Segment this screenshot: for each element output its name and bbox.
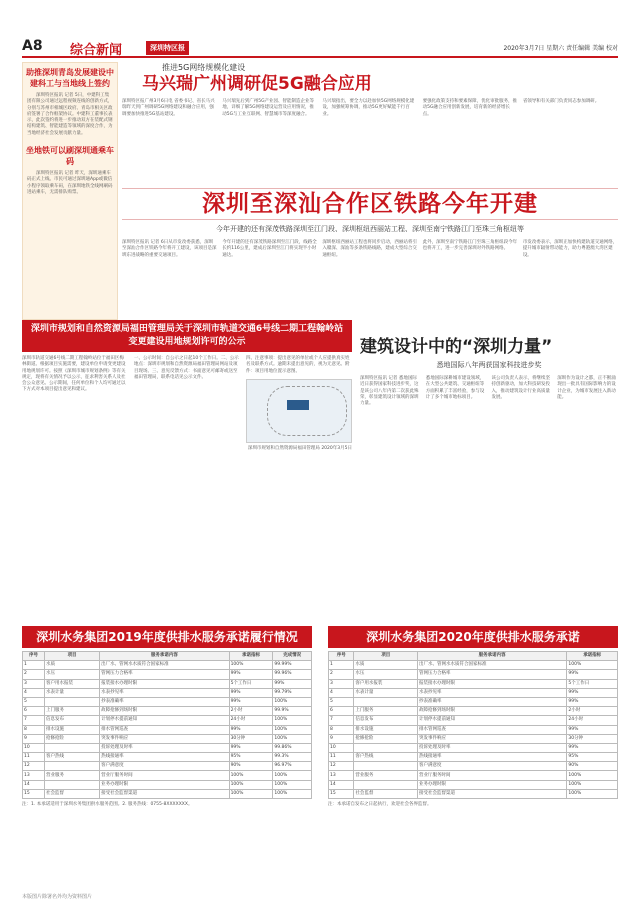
table-row: [23, 771, 312, 780]
table-header-cell: 承诺指标: [229, 652, 273, 661]
table-header-cell: 承诺指标: [567, 652, 618, 661]
table-row: [23, 670, 312, 679]
table-row: [23, 716, 312, 725]
table-cell: 100%: [273, 697, 312, 706]
table-cell: [354, 780, 418, 789]
table-cell: 100%: [229, 780, 273, 789]
table-row: [329, 697, 618, 706]
notice-col-mid: 一、公示时间：自公示之日起10个工作日。二、公示地点：深圳市规划和自然资源局福田管理局网站及项目现场。三、意见反馈方式：书面意见可邮寄或送至福田管理局，联系电话见公示文件。: [134, 356, 239, 380]
table-header-cell: 项目: [45, 652, 100, 661]
table2019-title: 深圳水务集团2019年度供排水服务承诺履行情况: [22, 626, 312, 648]
table-cell: 100%: [273, 725, 312, 734]
table-cell: 热线接通率: [417, 753, 566, 762]
table-cell: 30分钟: [567, 734, 618, 743]
table-cell: 4: [23, 688, 45, 697]
table-row: [23, 725, 312, 734]
table-cell: 9: [329, 734, 354, 743]
map-outline: [267, 386, 347, 436]
table-cell: [45, 743, 100, 752]
table-cell: 信息发布: [354, 716, 418, 725]
table-cell: 100%: [567, 789, 618, 798]
table-cell: 水压: [45, 670, 100, 679]
table-row: [329, 688, 618, 697]
table-cell: 客户满意度: [100, 762, 229, 771]
table-row: [329, 716, 618, 725]
table-cell: 上门服务: [354, 707, 418, 716]
table-cell: 99.96%: [273, 670, 312, 679]
table-cell: 水表计量: [45, 688, 100, 697]
table2020-title: 深圳水务集团2020年度供排水服务承诺: [328, 626, 618, 648]
section-title: 综合新闻: [70, 43, 123, 58]
table-cell: 客户热线: [354, 753, 418, 762]
table-cell: 99.79%: [273, 688, 312, 697]
water-2019-report: [22, 626, 312, 808]
table-cell: 营业厅服务时间: [100, 771, 229, 780]
brief1-body: 深圳特区报讯 记者 5日，中建科工集团有限公司通过远程视频连线的创新方式，分别与苏州市相城区政府、青岛市相关区政府签署了合作框架协议。中建科工董事长表示，此次签约将进一步推动双方在装配式钢结构建筑、智能建造等领域的深度合作，为当地经济社会发展贡献力量。: [27, 93, 113, 136]
table-cell: 社会监督: [45, 789, 100, 798]
table2020: [328, 651, 618, 799]
story-5g: [122, 62, 618, 118]
header-meta: 2020年3月7日 星期六 责任编辑 美编 校对: [503, 45, 618, 52]
table-cell: 水表抄见率: [417, 688, 566, 697]
table-cell: 100%: [229, 661, 273, 670]
table-cell: 99%: [273, 679, 312, 688]
table-cell: 11: [329, 753, 354, 762]
table-cell: 水质: [45, 661, 100, 670]
table-cell: 15: [23, 789, 45, 798]
story-design: [360, 336, 618, 407]
table-cell: 水表计量: [354, 688, 418, 697]
table-cell: 客户热线: [45, 753, 100, 762]
story1-para: 马兴瑞先后到广州5G产业园、智能制造企业等地，详细了解5G网络建设运营及应用情况，推动5G与工业互联网、智慧城市等深度融合。: [222, 99, 315, 117]
table-cell: 100%: [229, 771, 273, 780]
table-cell: 出厂水、管网水水质符合国家标准: [100, 661, 229, 670]
table-cell: 99%: [567, 697, 618, 706]
table2019: [22, 651, 312, 799]
notice-col-right: [246, 356, 352, 452]
table-row: [329, 661, 618, 670]
table-cell: 业务办理时限: [417, 780, 566, 789]
notice-title: 深圳市规划和自然资源局福田管理局关于深圳市轨道交通6号线二期工程翰岭站变更建设用地规划许可的公示: [22, 320, 352, 352]
table-cell: 100%: [273, 789, 312, 798]
table-cell: 社会监督: [354, 789, 418, 798]
table-cell: 6: [23, 707, 45, 716]
table-cell: 水表抄见率: [100, 688, 229, 697]
page-footer: 本版图片除署名外均为资料图片: [22, 894, 93, 900]
story1-para: 深圳特区报广州3月6日电 省委书记、省长马兴瑞昨天到广州调研5G网络建设和融合应用，强调要加快推进5G基站建设。: [122, 99, 215, 117]
table-row: [23, 780, 312, 789]
table-row: [329, 771, 618, 780]
table-cell: 7: [23, 716, 45, 725]
table-cell: 客户用水报装: [354, 679, 418, 688]
table-row: [23, 734, 312, 743]
table-cell: 管网压力合格率: [417, 670, 566, 679]
table-cell: 管网压力合格率: [100, 670, 229, 679]
story2-para: 此外，深圳至南宁铁路江门至珠三角枢纽段今年也将开工，进一步完善深圳对外铁路网络。: [422, 240, 518, 252]
table-cell: 14: [23, 780, 45, 789]
table-cell: 排水管网巡查: [100, 725, 229, 734]
table-cell: 99.99%: [273, 661, 312, 670]
table-cell: 3: [23, 679, 45, 688]
table-header-cell: 服务承诺内容: [100, 652, 229, 661]
table-cell: 8: [23, 725, 45, 734]
table-cell: 突发事件响应: [100, 734, 229, 743]
table-cell: 9: [23, 734, 45, 743]
table-cell: 99.86%: [273, 743, 312, 752]
table-cell: 6: [329, 707, 354, 716]
story1-title: 马兴瑞广州调研促5G融合应用: [142, 74, 372, 94]
planning-notice: [22, 320, 352, 452]
story4-subtitle: 悉地国际八年两获国家科技进步奖: [436, 361, 542, 369]
table-cell: 2小时: [229, 707, 273, 716]
table-cell: 排水设施: [354, 725, 418, 734]
table-cell: 出厂水、管网水水质符合国家标准: [417, 661, 566, 670]
story4-para: 该公司负责人表示，将继续坚持创新驱动，加大科技研发投入，推动建筑设计行业高质量发展。: [491, 376, 550, 400]
table-cell: 99%: [229, 697, 273, 706]
table-cell: 8: [329, 725, 354, 734]
table-cell: 排水设施: [45, 725, 100, 734]
table-cell: 30分钟: [229, 734, 273, 743]
table-cell: 100%: [273, 780, 312, 789]
notice-col-left: 深圳市轨道交通6号线二期工程翰岭站位于福田区梅林街道。根据项目实施需要，建设单位申请变更建设用地规划许可。按照《深圳市城市规划条例》等有关规定，现将有关情况予以公示，征求利害关系人及社会公众意见。公示期间，任何单位和个人均可通过以下方式对本项目提出意见和建议。: [22, 356, 126, 393]
brief1-title: 助推深圳青岛发展建设中建科工与当地线上签约: [26, 68, 114, 88]
table-row: [329, 789, 618, 798]
table-cell: 12: [23, 762, 45, 771]
table-cell: 99%: [229, 670, 273, 679]
table-cell: 2: [23, 670, 45, 679]
table-cell: 3: [329, 679, 354, 688]
table-row: [329, 734, 618, 743]
table-cell: 99%: [229, 725, 273, 734]
table-cell: 99.3%: [273, 753, 312, 762]
table-cell: 99%: [229, 688, 273, 697]
story2-para: 深圳特区报讯 记者 6日从市发改委获悉，深圳至深汕合作区铁路今年将开工建设，该项目是深圳东进战略的重要交通项目。: [122, 240, 217, 258]
table-cell: 5: [329, 697, 354, 706]
table-row: [23, 679, 312, 688]
table-cell: 抄表准确率: [100, 697, 229, 706]
brief2-body: 深圳特区报讯 记者 昨天，深圳通乘车码正式上线。市民可通过深圳通App或微信小程序领取乘车码，在深圳地铁全线网刷码进站乘车，无需排队购票。: [27, 171, 113, 195]
table-header-cell: 序号: [329, 652, 354, 661]
table-cell: 15: [329, 789, 354, 798]
table-row: [329, 670, 618, 679]
table-cell: 接受社会监督渠道: [100, 789, 229, 798]
story4-para: 深圳特区报讯 记者 悉地国际近日获得国家科技进步奖，这是该公司八年内第二次获此殊荣，彰显建筑设计领域的深圳力量。: [360, 376, 419, 407]
table-cell: [45, 697, 100, 706]
table-cell: 故障抢修到场时限: [100, 707, 229, 716]
table-row: [23, 697, 312, 706]
table-cell: 100%: [273, 734, 312, 743]
notice-right-text: 四、注意事项：提出意见的单位或个人应提供真实姓名及联系方式。逾期未提出意见的，视为无意见。附件：项目用地位置示意图。: [246, 356, 350, 374]
table-header-cell: 完成情况: [273, 652, 312, 661]
table2020-footnote: 注：本承诺自发布之日起执行，欢迎社会各界监督。: [328, 802, 432, 807]
table-cell: [354, 762, 418, 771]
table-cell: 业务办理时限: [100, 780, 229, 789]
table-cell: 计划停水提前通知: [417, 716, 566, 725]
table-row: [23, 661, 312, 670]
table-cell: 12: [329, 762, 354, 771]
table-row: [329, 743, 618, 752]
table-cell: 上门服务: [45, 707, 100, 716]
table-cell: 5个工作日: [567, 679, 618, 688]
table-row: [23, 753, 312, 762]
notice-signoff: 深圳市规划和自然资源局福田管理局 2020年3月5日: [247, 445, 352, 451]
water-2020-commitments: [328, 626, 618, 808]
table-row: [329, 762, 618, 771]
table-cell: 99%: [567, 725, 618, 734]
table-cell: 报装接水办理时限: [417, 679, 566, 688]
table-row: [329, 753, 618, 762]
table-row: [23, 789, 312, 798]
brief2-title: 坐地铁可以刷深圳通乘车码: [26, 146, 114, 167]
story4-para: 悉地国际深耕城市建设领域，在大型公共建筑、交通枢纽等方面积累了丰富经验，参与设计了多个城市地标项目。: [425, 376, 485, 400]
table-row: [23, 688, 312, 697]
table-cell: 2: [329, 670, 354, 679]
table-cell: 客户满意度: [417, 762, 566, 771]
table-cell: 5: [23, 697, 45, 706]
newspaper-logo: 深圳特区报: [146, 41, 189, 55]
site-location-map: [246, 379, 352, 443]
story1-kicker: 推进5G网络规模化建设: [162, 63, 246, 72]
table-cell: 100%: [229, 789, 273, 798]
page-number: A8: [22, 38, 43, 54]
table-cell: 报装接水办理时限: [100, 679, 229, 688]
table-cell: 11: [23, 753, 45, 762]
table-cell: 2小时: [567, 707, 618, 716]
table-cell: 5个工作日: [229, 679, 273, 688]
story1-para: 省领导和有关部门负责同志参加调研。: [522, 99, 600, 104]
table-cell: 热线接通率: [100, 753, 229, 762]
story2-subtitle: 今年开建的还有深茂铁路深圳至江门段、深圳枢纽西丽站工程、深圳至南宁铁路江门至珠三角枢纽等: [216, 225, 524, 233]
table-cell: 10: [23, 743, 45, 752]
table-header-cell: 序号: [23, 652, 45, 661]
table-cell: 计划停水提前通知: [100, 716, 229, 725]
table-cell: 13: [329, 771, 354, 780]
table-cell: 4: [329, 688, 354, 697]
map-site-marker: [287, 400, 309, 410]
table-cell: 1: [23, 661, 45, 670]
table-cell: 7: [329, 716, 354, 725]
table-cell: 100%: [273, 716, 312, 725]
table-header-cell: 服务承诺内容: [417, 652, 566, 661]
table-cell: 信息发布: [45, 716, 100, 725]
story4-title: 建筑设计中的“深圳力量”: [360, 337, 553, 357]
table-cell: [354, 697, 418, 706]
table-header-cell: 项目: [354, 652, 418, 661]
table-cell: 营业服务: [45, 771, 100, 780]
table-cell: 96.97%: [273, 762, 312, 771]
table-cell: 水压: [354, 670, 418, 679]
table-cell: 13: [23, 771, 45, 780]
table-cell: 95%: [229, 753, 273, 762]
story2-title: 深圳至深汕合作区铁路今年开建: [122, 188, 618, 220]
story1-para: 要强化政策支持和要素保障，优化审批服务，推动5G融合应用创新发展，培育新的经济增长点。: [422, 99, 518, 117]
table-row: [329, 780, 618, 789]
table-cell: 100%: [567, 661, 618, 670]
table-cell: [45, 762, 100, 771]
table-cell: 100%: [567, 771, 618, 780]
table-cell: 99%: [567, 688, 618, 697]
story4-para: 深圳作为设计之都，正不断涌现出一批具有国际影响力的设计企业，为城市发展注入新动能。: [557, 376, 616, 400]
table-cell: 99%: [567, 743, 618, 752]
table-cell: 99%: [229, 743, 273, 752]
table-cell: [45, 780, 100, 789]
table-cell: 24小时: [229, 716, 273, 725]
table-cell: 客户用水报装: [45, 679, 100, 688]
table-row: [23, 707, 312, 716]
table-cell: 排水管网巡查: [417, 725, 566, 734]
table-row: [329, 725, 618, 734]
story1-para: 马兴瑞指出，要全力以赴加快5G网络规模化建设，加强统筹协调，推动5G更好赋能千行百业。: [322, 99, 415, 117]
table-cell: 抄表准确率: [417, 697, 566, 706]
table-row: [23, 762, 312, 771]
table-cell: 1: [329, 661, 354, 670]
story2-para: 市发改委表示，深圳正加快构建轨道交通网络，提升城市辐射带动能力，助力粤港澳大湾区建设。: [522, 240, 618, 258]
story2-para: 今年开建的还有深茂铁路深圳至江门段，线路全长约116公里，建成后深圳至江门将实现半小时通达。: [222, 240, 317, 258]
story2-para: 深圳枢纽西丽站工程也将同步启动，西丽站将引入赣深、深汕等多条铁路线路，建成大型综合交通枢纽。: [322, 240, 417, 258]
table-row: [329, 679, 618, 688]
table-cell: 90%: [229, 762, 273, 771]
table-cell: 抢修抢险: [45, 734, 100, 743]
table-cell: 接受社会监督渠道: [417, 789, 566, 798]
table-cell: 100%: [273, 771, 312, 780]
table-row: [329, 707, 618, 716]
table-cell: 95%: [567, 753, 618, 762]
table-cell: 营业服务: [354, 771, 418, 780]
table-cell: 投诉处理及时率: [417, 743, 566, 752]
table-cell: 突发事件响应: [417, 734, 566, 743]
story-railway: [122, 188, 618, 259]
table2019-footnote: 注：1. 本承诺适用于深圳水务集团供水服务范围。2. 服务热线：0755-8XXXXXXX。: [22, 802, 193, 807]
table-cell: 10: [329, 743, 354, 752]
page-header: [22, 38, 618, 58]
table-cell: 90%: [567, 762, 618, 771]
table-cell: 14: [329, 780, 354, 789]
table-cell: 投诉处理及时率: [100, 743, 229, 752]
table-cell: 99%: [567, 670, 618, 679]
table-cell: [354, 743, 418, 752]
table-cell: 水质: [354, 661, 418, 670]
table-cell: 抢修抢险: [354, 734, 418, 743]
table-cell: 营业厅服务时间: [417, 771, 566, 780]
table-cell: 24小时: [567, 716, 618, 725]
table-cell: 99.9%: [273, 707, 312, 716]
table-row: [23, 743, 312, 752]
sidebar-briefs: [22, 62, 118, 320]
table-cell: 100%: [567, 780, 618, 789]
table-cell: 故障抢修到场时限: [417, 707, 566, 716]
